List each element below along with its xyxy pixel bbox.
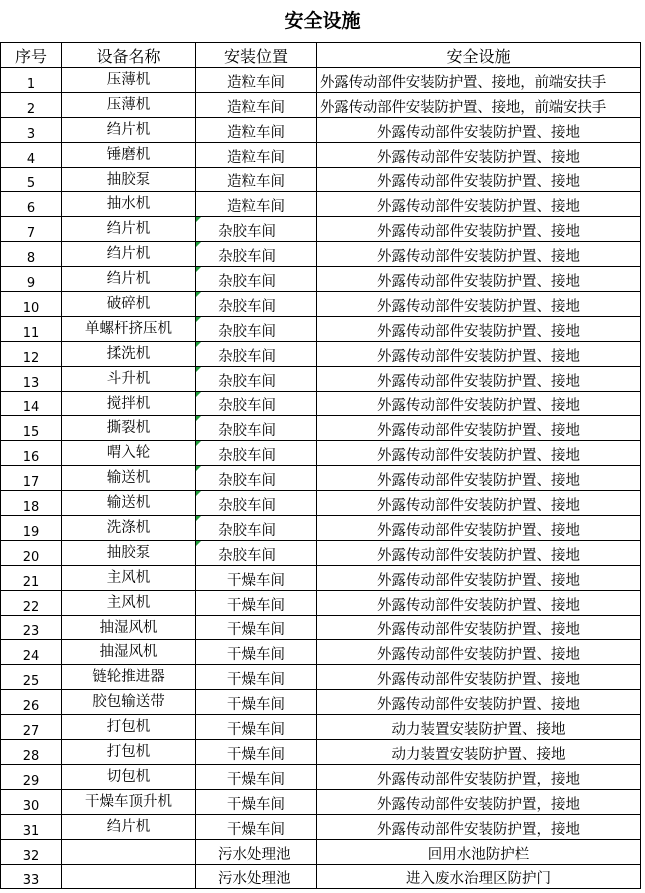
cell-safety-facility[interactable]: 外露传动部件安装防护置、接地	[317, 416, 641, 441]
cell-no[interactable]: 26	[1, 690, 62, 715]
table-header-row	[1, 43, 641, 68]
cell-location[interactable]: 杂胶车间	[196, 316, 317, 341]
cell-safety-facility[interactable]: 外露传动部件安装防护置、接地	[317, 217, 641, 242]
cell-equipment-name[interactable]: 洗涤机	[62, 516, 196, 541]
cell-no[interactable]: 33	[1, 864, 62, 889]
cell-equipment-name[interactable]: 抽湿风机	[62, 615, 196, 640]
table-row	[1, 441, 641, 466]
cell-no[interactable]: 16	[1, 441, 62, 466]
cell-safety-facility[interactable]: 外露传动部件安装防护置、接地	[317, 142, 641, 167]
cell-no[interactable]: 29	[1, 764, 62, 789]
cell-location[interactable]: 干燥车间	[196, 615, 317, 640]
cell-no[interactable]: 17	[1, 466, 62, 491]
cell-equipment-name[interactable]: 绉片机	[62, 242, 196, 267]
cell-equipment-name[interactable]: 抽胶泵	[62, 540, 196, 565]
cell-location[interactable]: 杂胶车间	[196, 292, 317, 317]
table-row	[1, 68, 641, 93]
table-row	[1, 665, 641, 690]
cell-equipment-name[interactable]: 主风机	[62, 565, 196, 590]
cell-location[interactable]: 杂胶车间	[196, 441, 317, 466]
table-row	[1, 416, 641, 441]
cell-location[interactable]: 杂胶车间	[196, 516, 317, 541]
cell-safety-facility[interactable]: 外露传动部件安装防护置、接地	[317, 242, 641, 267]
header-location[interactable]: 安装位置	[196, 43, 317, 68]
cell-equipment-name[interactable]: 破碎机	[62, 292, 196, 317]
cell-safety-facility[interactable]: 外露传动部件安装防护置、接地，前端安扶手	[317, 92, 641, 117]
table-row	[1, 142, 641, 167]
cell-location[interactable]: 造粒车间	[196, 192, 317, 217]
cell-location[interactable]: 干燥车间	[196, 690, 317, 715]
cell-equipment-name[interactable]: 绉片机	[62, 267, 196, 292]
cell-equipment-name[interactable]: 单螺杆挤压机	[62, 316, 196, 341]
table-row	[1, 640, 641, 665]
cell-location[interactable]: 杂胶车间	[196, 391, 317, 416]
cell-safety-facility[interactable]: 外露传动部件安装防护置、接地	[317, 516, 641, 541]
table-row	[1, 740, 641, 765]
cell-safety-facility[interactable]: 外露传动部件安装防护置、接地	[317, 466, 641, 491]
header-safety-facility[interactable]: 安全设施	[317, 43, 641, 68]
cell-safety-facility[interactable]: 动力装置安装防护置、接地	[317, 740, 641, 765]
cell-safety-facility[interactable]: 外露传动部件安装防护置、接地，前端安扶手	[317, 68, 641, 93]
cell-location[interactable]: 杂胶车间	[196, 491, 317, 516]
cell-no[interactable]: 19	[1, 516, 62, 541]
cell-equipment-name[interactable]: 压薄机	[62, 92, 196, 117]
table-row	[1, 217, 641, 242]
cell-safety-facility[interactable]: 外露传动部件安装防护置、接地	[317, 665, 641, 690]
table-row	[1, 690, 641, 715]
cell-no[interactable]: 9	[1, 267, 62, 292]
cell-location[interactable]: 干燥车间	[196, 565, 317, 590]
cell-safety-facility[interactable]: 外露传动部件安装防护置、接地	[317, 316, 641, 341]
cell-equipment-name[interactable]: 主风机	[62, 590, 196, 615]
cell-no[interactable]: 1	[1, 68, 62, 93]
cell-safety-facility[interactable]: 回用水池防护栏	[317, 839, 641, 864]
cell-equipment-name[interactable]	[62, 864, 196, 889]
cell-equipment-name[interactable]: 锤磨机	[62, 142, 196, 167]
cell-safety-facility[interactable]: 外露传动部件安装防护置、接地	[317, 117, 641, 142]
cell-location[interactable]: 干燥车间	[196, 764, 317, 789]
table-body	[1, 68, 641, 889]
cell-location[interactable]: 杂胶车间	[196, 341, 317, 366]
table-row	[1, 117, 641, 142]
cell-safety-facility[interactable]: 外露传动部件安装防护置、接地	[317, 167, 641, 192]
cell-equipment-name[interactable]: 绉片机	[62, 814, 196, 839]
cell-safety-facility[interactable]: 外露传动部件安装防护置、接地	[317, 391, 641, 416]
cell-safety-facility[interactable]: 外露传动部件安装防护置、接地	[317, 615, 641, 640]
header-no[interactable]: 序号	[1, 43, 62, 68]
cell-equipment-name[interactable]	[62, 839, 196, 864]
cell-safety-facility[interactable]: 外露传动部件安装防护置，接地	[317, 814, 641, 839]
table-row	[1, 242, 641, 267]
cell-no[interactable]: 24	[1, 640, 62, 665]
cell-equipment-name[interactable]: 打包机	[62, 740, 196, 765]
cell-safety-facility[interactable]: 外露传动部件安装防护置、接地	[317, 341, 641, 366]
cell-safety-facility[interactable]: 外露传动部件安装防护置、接地	[317, 640, 641, 665]
table-row	[1, 814, 641, 839]
cell-no[interactable]: 12	[1, 341, 62, 366]
table-row	[1, 466, 641, 491]
cell-location[interactable]: 干燥车间	[196, 789, 317, 814]
cell-no[interactable]: 28	[1, 740, 62, 765]
table-row	[1, 864, 641, 889]
cell-no[interactable]: 14	[1, 391, 62, 416]
cell-no[interactable]: 13	[1, 366, 62, 391]
cell-location[interactable]: 造粒车间	[196, 68, 317, 93]
table-row	[1, 316, 641, 341]
cell-equipment-name[interactable]: 打包机	[62, 715, 196, 740]
cell-no[interactable]: 6	[1, 192, 62, 217]
cell-location[interactable]: 造粒车间	[196, 142, 317, 167]
table-row	[1, 565, 641, 590]
cell-safety-facility[interactable]: 外露传动部件安装防护置、接地	[317, 441, 641, 466]
cell-no[interactable]: 22	[1, 590, 62, 615]
cell-no[interactable]: 21	[1, 565, 62, 590]
cell-location[interactable]: 干燥车间	[196, 814, 317, 839]
cell-equipment-name[interactable]: 揉洗机	[62, 341, 196, 366]
cell-equipment-name[interactable]: 胶包输送带	[62, 690, 196, 715]
cell-equipment-name[interactable]: 抽水机	[62, 192, 196, 217]
table-row	[1, 292, 641, 317]
cell-no[interactable]: 7	[1, 217, 62, 242]
cell-no[interactable]: 4	[1, 142, 62, 167]
cell-location[interactable]: 杂胶车间	[196, 267, 317, 292]
cell-equipment-name[interactable]: 搅拌机	[62, 391, 196, 416]
cell-equipment-name[interactable]: 绉片机	[62, 117, 196, 142]
cell-equipment-name[interactable]: 撕裂机	[62, 416, 196, 441]
cell-no[interactable]: 30	[1, 789, 62, 814]
cell-location[interactable]: 杂胶车间	[196, 217, 317, 242]
cell-location[interactable]: 干燥车间	[196, 740, 317, 765]
cell-equipment-name[interactable]: 抽湿风机	[62, 640, 196, 665]
cell-equipment-name[interactable]: 输送机	[62, 491, 196, 516]
cell-location[interactable]: 杂胶车间	[196, 242, 317, 267]
cell-no[interactable]: 18	[1, 491, 62, 516]
table-row	[1, 540, 641, 565]
cell-safety-facility[interactable]: 外露传动部件安装防护置、接地	[317, 565, 641, 590]
cell-safety-facility[interactable]: 动力装置安装防护置、接地	[317, 715, 641, 740]
cell-no[interactable]: 15	[1, 416, 62, 441]
cell-no[interactable]: 27	[1, 715, 62, 740]
cell-no[interactable]: 23	[1, 615, 62, 640]
cell-location[interactable]: 干燥车间	[196, 665, 317, 690]
cell-safety-facility[interactable]: 外露传动部件安装防护置、接地	[317, 690, 641, 715]
cell-location[interactable]: 杂胶车间	[196, 466, 317, 491]
cell-safety-facility[interactable]: 外露传动部件安装防护置、接地	[317, 192, 641, 217]
table-row	[1, 192, 641, 217]
cell-safety-facility[interactable]: 外露传动部件安装防护置、接地	[317, 491, 641, 516]
cell-no[interactable]: 8	[1, 242, 62, 267]
sheet-title: 安全设施	[284, 10, 361, 32]
header-equipment-name[interactable]: 设备名称	[62, 43, 196, 68]
cell-location[interactable]: 干燥车间	[196, 640, 317, 665]
cell-no[interactable]: 2	[1, 92, 62, 117]
cell-safety-facility[interactable]: 外露传动部件安装防护置，接地	[317, 764, 641, 789]
cell-equipment-name[interactable]: 抽胶泵	[62, 167, 196, 192]
cell-location[interactable]: 造粒车间	[196, 167, 317, 192]
cell-no[interactable]: 3	[1, 117, 62, 142]
cell-no[interactable]: 31	[1, 814, 62, 839]
cell-location[interactable]: 污水处理池	[196, 864, 317, 889]
cell-no[interactable]: 32	[1, 839, 62, 864]
table-row	[1, 615, 641, 640]
cell-location[interactable]: 造粒车间	[196, 117, 317, 142]
cell-safety-facility[interactable]: 外露传动部件安装防护置、接地	[317, 292, 641, 317]
table-row	[1, 715, 641, 740]
table-row	[1, 341, 641, 366]
cell-safety-facility[interactable]: 外露传动部件安装防护置、接地	[317, 267, 641, 292]
table-row	[1, 267, 641, 292]
cell-equipment-name[interactable]: 斗升机	[62, 366, 196, 391]
equipment-safety-table	[0, 42, 641, 889]
cell-location[interactable]: 杂胶车间	[196, 540, 317, 565]
cell-equipment-name[interactable]: 输送机	[62, 466, 196, 491]
cell-equipment-name[interactable]: 切包机	[62, 764, 196, 789]
table-row	[1, 391, 641, 416]
table-row	[1, 366, 641, 391]
cell-safety-facility[interactable]: 外露传动部件安装防护置，接地	[317, 789, 641, 814]
cell-no[interactable]: 25	[1, 665, 62, 690]
cell-equipment-name[interactable]: 链轮推进器	[62, 665, 196, 690]
cell-no[interactable]: 11	[1, 316, 62, 341]
cell-no[interactable]: 20	[1, 540, 62, 565]
table-row	[1, 491, 641, 516]
cell-location[interactable]: 造粒车间	[196, 92, 317, 117]
table-row	[1, 590, 641, 615]
cell-safety-facility[interactable]: 外露传动部件安装防护置、接地	[317, 540, 641, 565]
table-row	[1, 764, 641, 789]
cell-equipment-name[interactable]: 喟入轮	[62, 441, 196, 466]
table-row	[1, 839, 641, 864]
table-row	[1, 516, 641, 541]
table-row	[1, 789, 641, 814]
cell-equipment-name[interactable]: 绉片机	[62, 217, 196, 242]
cell-location[interactable]: 干燥车间	[196, 715, 317, 740]
cell-safety-facility[interactable]: 外露传动部件安装防护置、接地	[317, 590, 641, 615]
cell-location[interactable]: 杂胶车间	[196, 416, 317, 441]
cell-location[interactable]: 杂胶车间	[196, 366, 317, 391]
table-row	[1, 92, 641, 117]
cell-location[interactable]: 污水处理池	[196, 839, 317, 864]
cell-equipment-name[interactable]: 压薄机	[62, 68, 196, 93]
cell-safety-facility[interactable]: 进入废水治理区防护门	[317, 864, 641, 889]
cell-location[interactable]: 干燥车间	[196, 590, 317, 615]
table-row	[1, 167, 641, 192]
cell-equipment-name[interactable]: 干燥车顶升机	[62, 789, 196, 814]
cell-no[interactable]: 5	[1, 167, 62, 192]
cell-safety-facility[interactable]: 外露传动部件安装防护置、接地	[317, 366, 641, 391]
cell-no[interactable]: 10	[1, 292, 62, 317]
